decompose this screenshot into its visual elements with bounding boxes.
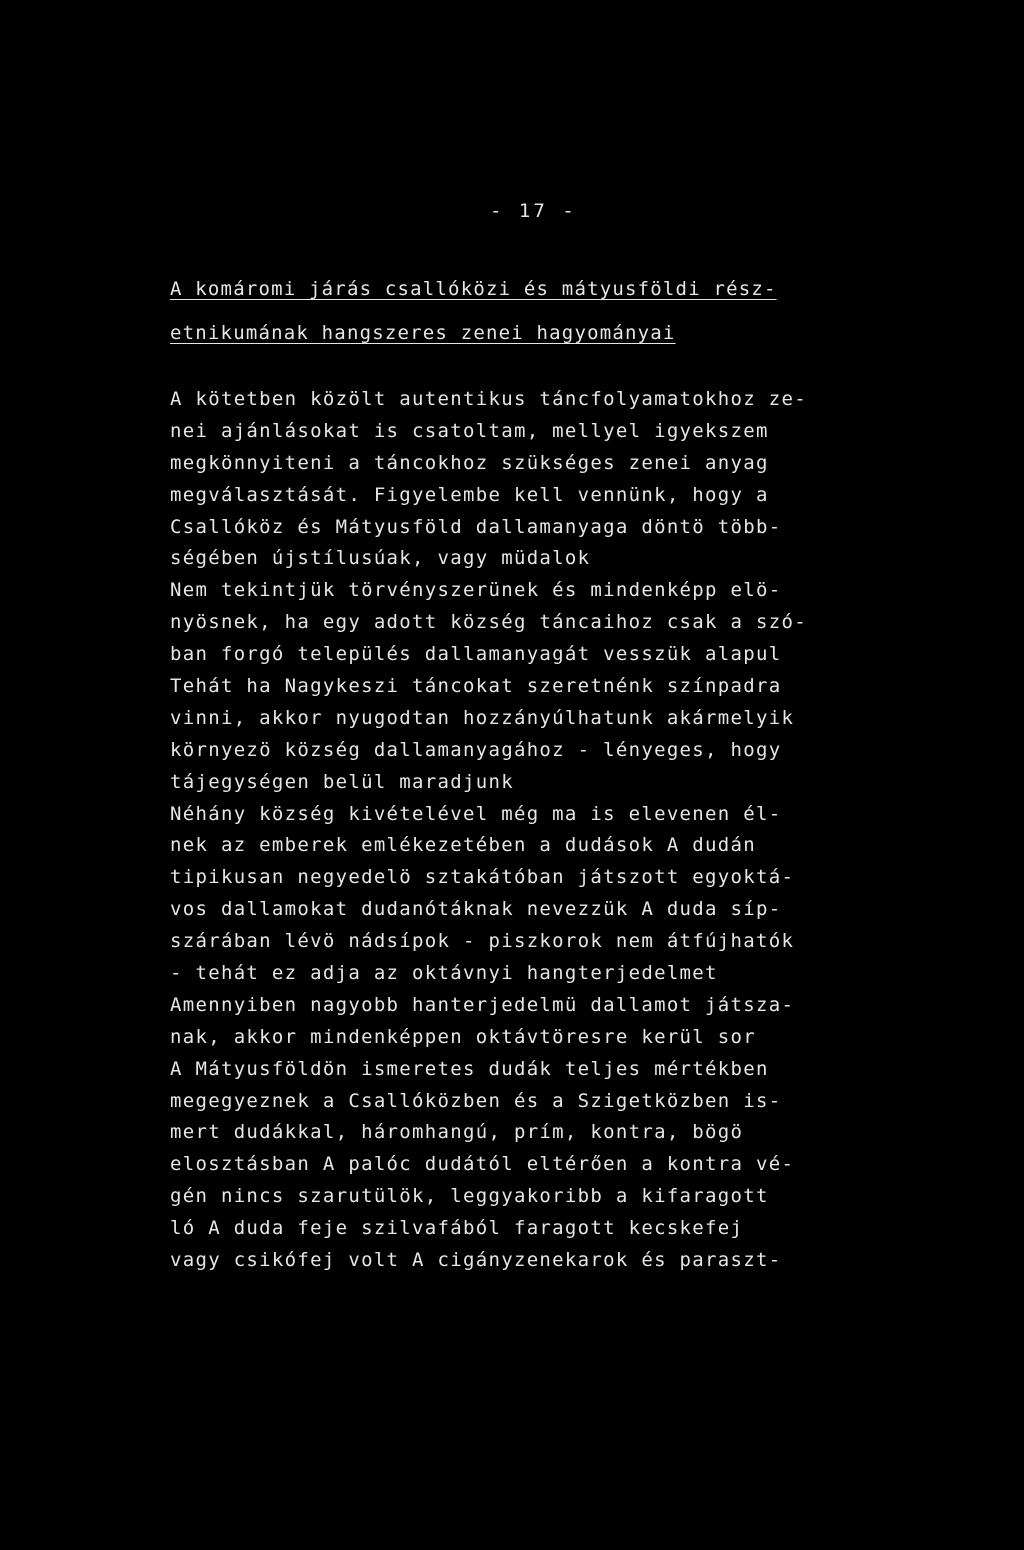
body-line: környezö község dallamanyagához - lényeges, hogy — [170, 738, 782, 761]
body-line: megválasztását. Figyelembe kell vennünk, hogy a — [170, 483, 769, 506]
page-number: - 17 - — [490, 200, 577, 222]
body-line: Tehát ha Nagykeszi táncokat szeretnénk színpadra — [170, 675, 782, 698]
section-title — [170, 276, 850, 364]
body-line: mert dudákkal, háromhangú, prím, kontra, bögö — [170, 1121, 744, 1144]
body-line: nak, akkor mindenképpen oktávtöresre kerül sor — [170, 1025, 756, 1048]
body-line: ségében újstílusúak, vagy müdalok — [170, 547, 591, 570]
body-line: szárában lévö nádsípok - piszkorok nem átfújhatók — [170, 930, 795, 953]
title-line-1: A komáromi járás csallóközi és mátyusföldi rész- — [170, 278, 777, 300]
body-line: megegyeznek a Csallóközben és a Szigetközben is- — [170, 1089, 782, 1112]
body-line: ló A duda feje szilvafából faragott kecskefej — [170, 1217, 744, 1240]
body-line: gén nincs szarutülök, leggyakoribb a kifaragott — [170, 1185, 769, 1208]
body-line: vinni, akkor nyugodtan hozzányúlhatunk akármelyik — [170, 706, 795, 729]
title-line-2: etnikumának hangszeres zenei hagyományai — [170, 322, 676, 344]
body-line: Nem tekintjük törvényszerünek és mindenképp elö- — [170, 579, 782, 602]
body-line: tipikusan negyedelö sztakátóban játszott egyoktá- — [170, 866, 795, 889]
body-line: Néhány község kivételével még ma is elevenen él- — [170, 802, 782, 825]
body-line: nei ajánlásokat is csatoltam, mellyel igyekszem — [170, 419, 769, 442]
body-line: vagy csikófej volt A cigányzenekarok és paraszt- — [170, 1249, 782, 1272]
body-line: Amennyiben nagyobb hanterjedelmü dallamot játsza- — [170, 993, 795, 1016]
body-text — [170, 384, 850, 1277]
body-line: elosztásban A palóc dudától eltérően a kontra vé- — [170, 1153, 795, 1176]
body-line: tájegységen belül maradjunk — [170, 770, 514, 793]
body-line: A kötetben közölt autentikus táncfolyamatokhoz ze- — [170, 388, 807, 410]
body-line: vos dallamokat dudanótáknak nevezzük A duda síp- — [170, 898, 782, 921]
body-line: nek az emberek emlékezetében a dudások A dudán — [170, 834, 756, 857]
body-line: megkönnyiteni a táncokhoz szükséges zenei anyag — [170, 451, 769, 474]
body-line: Csallóköz és Mátyusföld dallamanyaga döntö több- — [170, 515, 782, 538]
body-line: A Mátyusföldön ismeretes dudák teljes mértékben — [170, 1057, 769, 1080]
body-line: ban forgó település dallamanyagát vesszük alapul — [170, 643, 782, 666]
body-line: - tehát ez adja az oktávnyi hangterjedelmet — [170, 962, 718, 985]
body-line: nyösnek, ha egy adott község táncaihoz csak a szó- — [170, 611, 807, 634]
